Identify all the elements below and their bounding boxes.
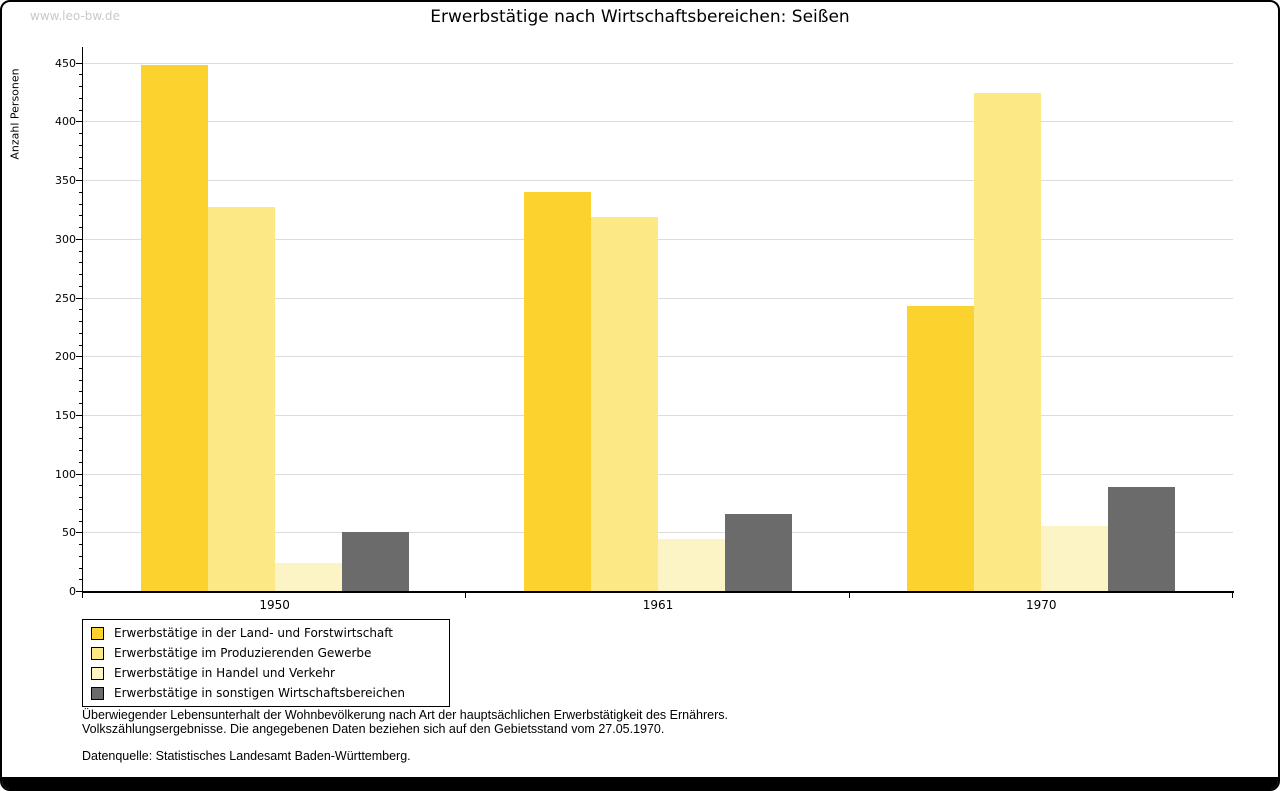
- bar-1970-series-1: [907, 306, 974, 591]
- bar-1970-series-3: [1041, 526, 1108, 591]
- y-tick-label-200: 200: [55, 350, 76, 364]
- y-tick-label-50: 50: [62, 526, 76, 540]
- bar-1961-series-2: [591, 217, 658, 592]
- data-source: Datenquelle: Statistisches Landesamt Baden-Württemberg.: [82, 749, 411, 763]
- gridline-y-400: [83, 121, 1233, 122]
- y-tick-label-250: 250: [55, 291, 76, 305]
- bar-1950-series-3: [275, 563, 342, 591]
- legend-label: Erwerbstätige in der Land- und Forstwirtschaft: [114, 626, 393, 640]
- bar-1961-series-4: [725, 514, 792, 592]
- bar-1950-series-4: [342, 532, 409, 591]
- x-axis-line: [82, 591, 1234, 593]
- legend-swatch-icon: [91, 687, 104, 700]
- legend-swatch-icon: [91, 647, 104, 660]
- bar-1970-series-4: [1108, 487, 1175, 592]
- x-tick-label-1970: 1970: [1026, 598, 1057, 612]
- bar-1950-series-1: [141, 65, 208, 591]
- legend-label: Erwerbstätige in sonstigen Wirtschaftsbereichen: [114, 686, 406, 700]
- y-tick-label-0: 0: [69, 585, 76, 598]
- legend-swatch-icon: [91, 667, 104, 680]
- y-tick-label-350: 350: [55, 174, 76, 188]
- gridline-y-350: [83, 180, 1233, 181]
- x-tick-label-1961: 1961: [642, 598, 674, 612]
- bar-1970-series-2: [974, 93, 1041, 591]
- legend-label: Erwerbstätige im Produzierenden Gewerbe: [114, 646, 372, 660]
- frame-bottom-bar: [2, 777, 1278, 789]
- x-tick-label-1950: 1950: [259, 598, 290, 612]
- chart-title: Erwerbstätige nach Wirtschaftsbereichen: Seißen: [430, 7, 850, 27]
- note-line-2: Volkszählungsergebnisse. Die angegebenen Daten beziehen sich auf den Gebietsstand vom 27.05.1970.: [82, 722, 665, 736]
- legend-swatch-icon: [91, 627, 104, 640]
- gridline-y-450: [83, 63, 1233, 64]
- legend-item-4: [83, 683, 449, 703]
- bar-1950-series-2: [208, 207, 275, 591]
- y-tick-label-400: 400: [55, 115, 76, 129]
- y-tick-label-300: 300: [55, 232, 76, 246]
- watermark: www.leo-bw.de: [30, 9, 120, 23]
- y-axis-line: [82, 47, 83, 593]
- bar-1961-series-1: [524, 192, 591, 591]
- bar-1961-series-3: [658, 539, 725, 591]
- legend-item-1: [83, 623, 449, 643]
- legend-item-2: [83, 643, 449, 663]
- y-tick-label-100: 100: [55, 467, 76, 481]
- y-tick-label-150: 150: [55, 408, 76, 422]
- legend-label: Erwerbstätige in Handel und Verkehr: [114, 666, 335, 680]
- legend: [82, 619, 450, 707]
- note-line-1: Überwiegender Lebensunterhalt der Wohnbevölkerung nach Art der hauptsächlichen Erwerbstätigkeit des Ernährers.: [82, 708, 728, 722]
- legend-item-3: [83, 663, 449, 683]
- y-axis-title: Anzahl Personen: [8, 68, 22, 160]
- y-tick-label-450: 450: [55, 56, 76, 70]
